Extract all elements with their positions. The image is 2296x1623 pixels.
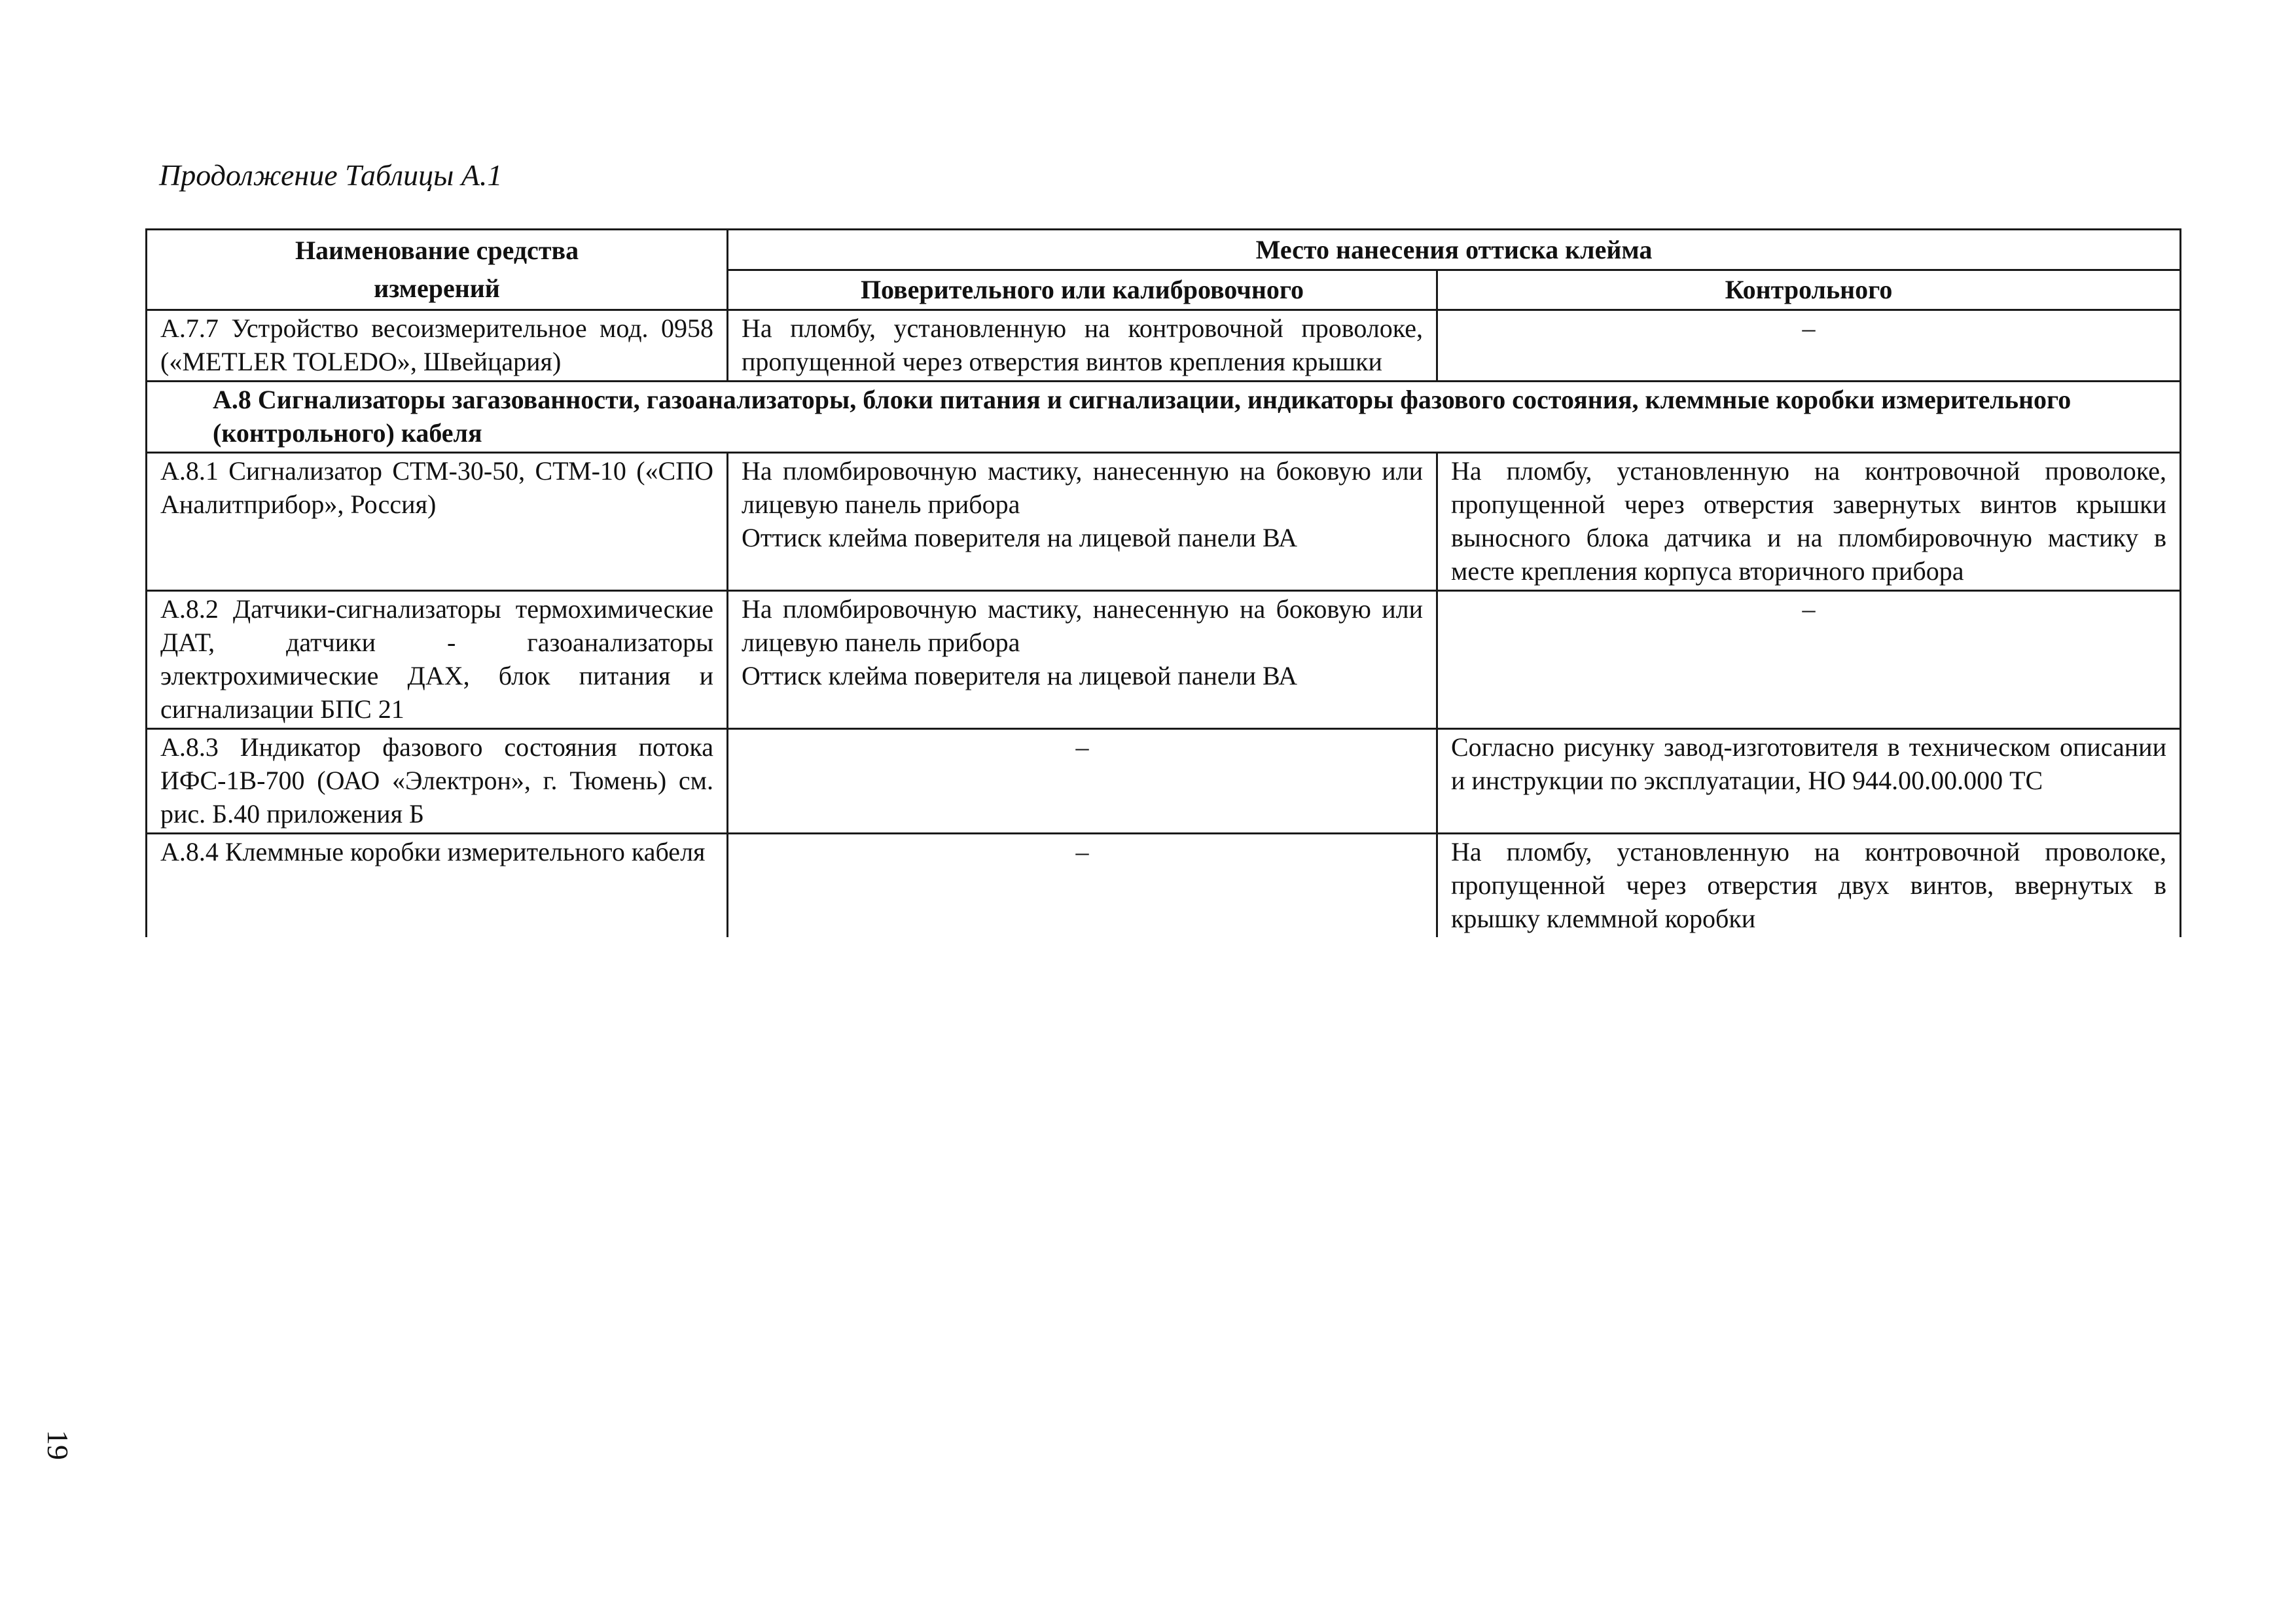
verification-cell: На пломбу, установленную на контровочной проволоке, пропущенной через отверстия винтов крепления крышки — [728, 310, 1437, 382]
header-verification-column: Поверительного или калибровочного — [728, 270, 1437, 310]
seal-placement-table — [145, 228, 2181, 937]
device-name-cell: А.8.1 Сигнализатор СТМ-30-50, СТМ-10 («СПО Аналитприбор», Россия) — [147, 453, 728, 591]
verification-text: На пломбировочную мастику, нанесенную на боковую или лицевую панель прибора — [742, 456, 1423, 519]
page-number: 19 — [41, 1430, 75, 1460]
verification-extra-text: Оттиск клейма поверителя на лицевой панели ВА — [742, 523, 1298, 552]
device-name-cell: А.8.3 Индикатор фазового состояния потока ИФС-1В-700 (ОАО «Электрон», г. Тюмень) см. рис. Б.40 приложения Б — [147, 729, 728, 834]
section-row — [147, 382, 2181, 453]
header-control-column: Контрольного — [1437, 270, 2181, 310]
header-row-top — [147, 230, 2181, 270]
table-caption: Продолжение Таблицы А.1 — [159, 158, 503, 192]
table-row — [147, 310, 2181, 382]
table-row — [147, 591, 2181, 729]
device-name-cell: А.7.7 Устройство весоизмерительное мод. 0958 («METLER TOLEDO», Швейцария) — [147, 310, 728, 382]
control-cell: – — [1437, 310, 2181, 382]
table-row — [147, 834, 2181, 938]
control-cell: – — [1437, 591, 2181, 729]
verification-text: На пломбировочную мастику, нанесенную на боковую или лицевую панель прибора — [742, 594, 1423, 657]
control-cell: Согласно рисунку завод-изготовителя в техническом описании и инструкции по эксплуатации, НО 944.00.00.000 ТС — [1437, 729, 2181, 834]
control-cell: На пломбу, установленную на контровочной проволоке, пропущенной через отверстия двух винтов, ввернутых в крышку клеммной коробки — [1437, 834, 2181, 938]
verification-extra-text: Оттиск клейма поверителя на лицевой панели ВА — [742, 661, 1298, 690]
verification-cell — [728, 591, 1437, 729]
verification-cell: – — [728, 834, 1437, 938]
table-row — [147, 729, 2181, 834]
header-name-column: Наименование средства измерений — [147, 230, 728, 310]
table-row — [147, 453, 2181, 591]
control-cell: На пломбу, установленную на контровочной проволоке, пропущенной через отверстия завернутых винтов крышки выносного блока датчика и на пломбировочную мастику в месте крепления корпуса вторичного прибора — [1437, 453, 2181, 591]
verification-cell: – — [728, 729, 1437, 834]
device-name-cell: А.8.2 Датчики-сигнализаторы термохимические ДАТ, датчики - газоанализаторы электрохимические ДАХ, блок питания и сигнализации БПС 21 — [147, 591, 728, 729]
device-name-cell: А.8.4 Клеммные коробки измерительного кабеля — [147, 834, 728, 938]
header-place-group: Место нанесения оттиска клейма — [728, 230, 2181, 270]
section-heading: А.8 Сигнализаторы загазованности, газоанализаторы, блоки питания и сигнализации, индикаторы фазового состояния, клеммные коробки измерительного (контрольного) кабеля — [147, 382, 2181, 453]
verification-cell — [728, 453, 1437, 591]
